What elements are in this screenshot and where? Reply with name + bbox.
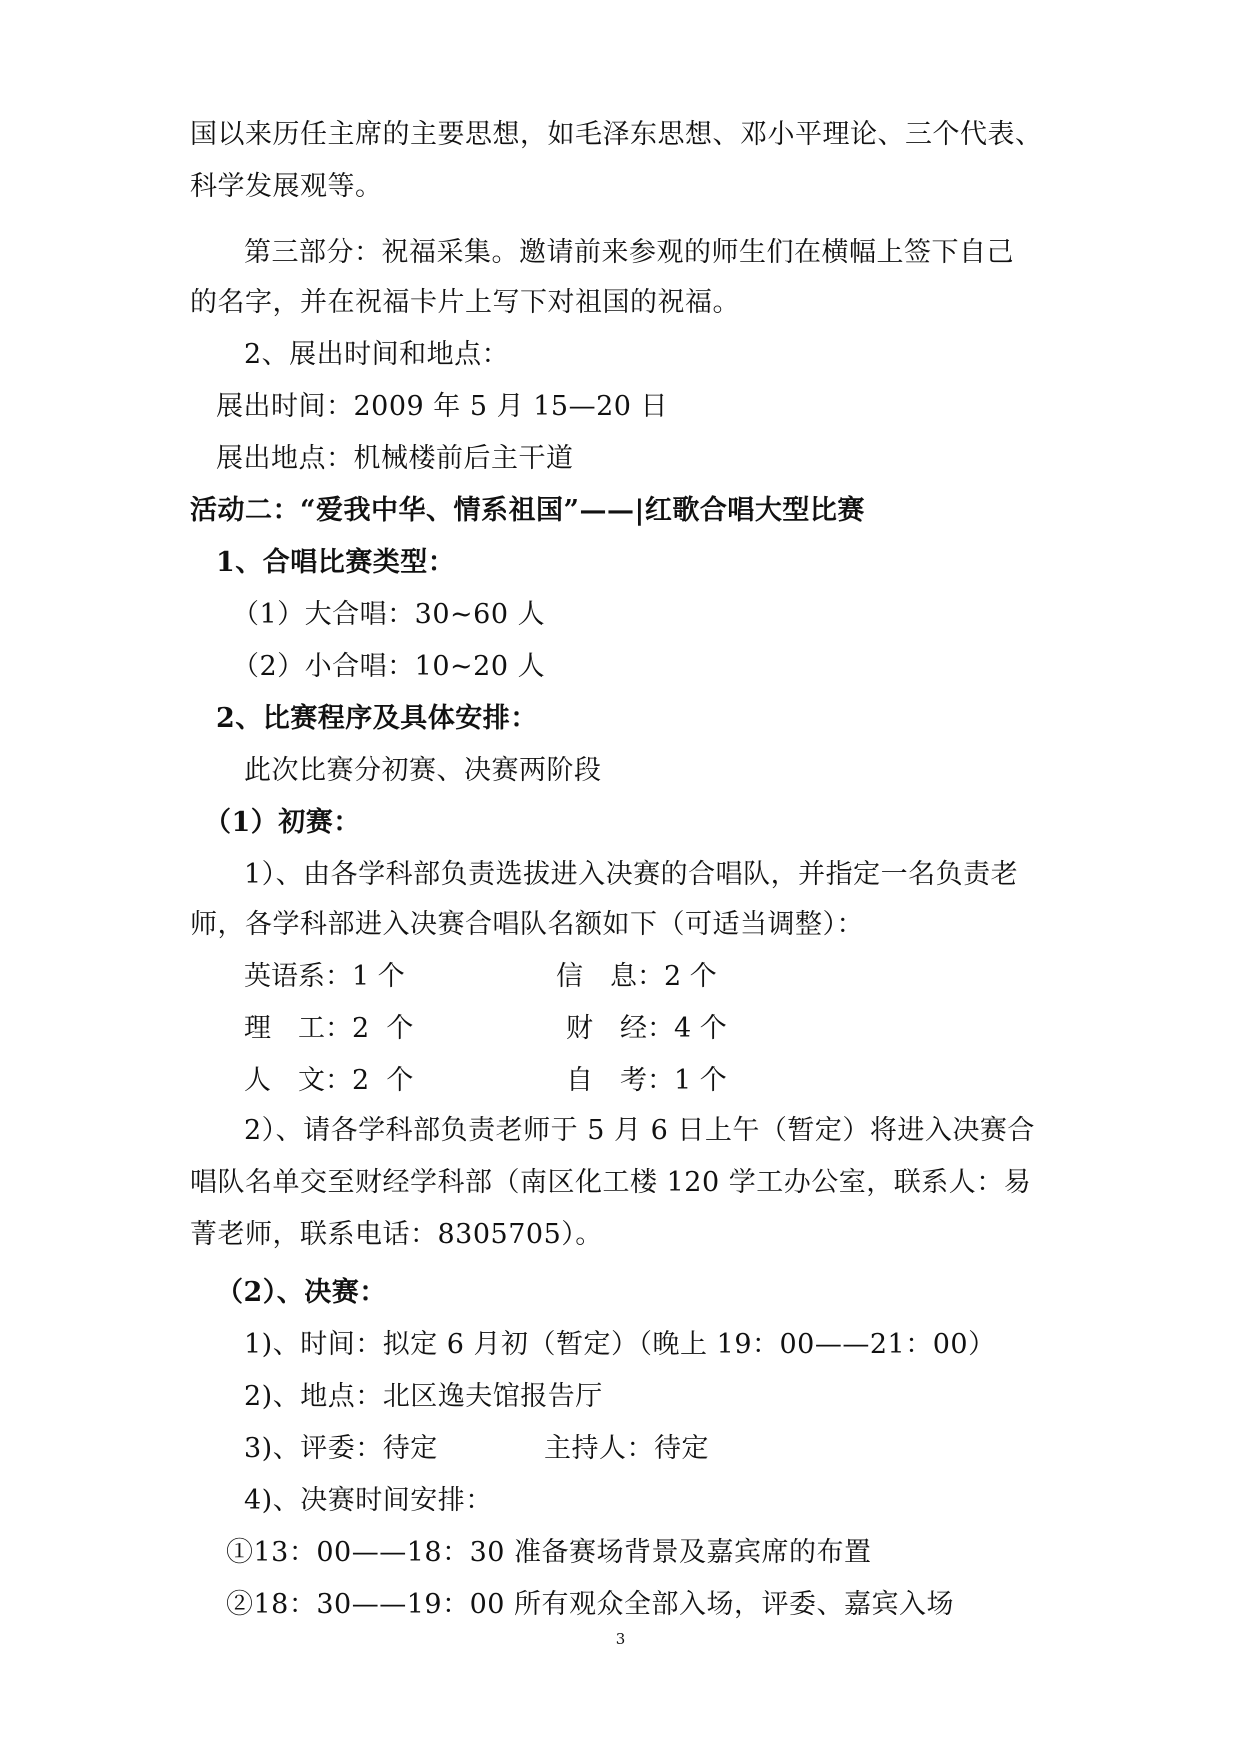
exhibit-location: 展出地点：机械楼前后主干道 [216, 443, 574, 474]
paragraph-line: 2）、请各学科部负责老师于 5 月 6 日上午（暂定）将进入决赛合 [244, 1115, 1035, 1146]
paragraph-line: 师，各学科部进入决赛合唱队名额如下（可适当调整）： [190, 909, 864, 940]
activity-heading: 活动二：“爱我中华、情系祖国”——|红歌合唱大型比赛 [190, 495, 865, 526]
quota-left: 理 工：2 个 [244, 1013, 414, 1044]
schedule-item: ②18：30——19：00 所有观众全部入场，评委、嘉宾入场 [226, 1589, 955, 1620]
paragraph-line: 科学发展观等。 [190, 171, 383, 202]
section-heading: （2）、决赛： [216, 1277, 387, 1308]
quota-left: 英语系：1 个 [244, 961, 405, 992]
quota-left: 人 文：2 个 [244, 1065, 414, 1096]
quota-right: 自 考：1 个 [566, 1065, 727, 1096]
final-judges: 3)、评委：待定 [244, 1433, 438, 1464]
final-location: 2)、地点：北区逸夫馆报告厅 [244, 1381, 603, 1412]
list-item: （1）大合唱：30~60 人 [232, 599, 546, 630]
quota-right: 财 经：4 个 [566, 1013, 727, 1044]
section-heading: （1）初赛： [204, 807, 361, 838]
final-host: 主持人：待定 [544, 1433, 709, 1464]
paragraph-line: 唱队名单交至财经学科部（南区化工楼 120 学工办公室，联系人：易 [190, 1167, 1032, 1198]
paragraph-line: 菁老师，联系电话：8305705）。 [190, 1219, 603, 1250]
final-time: 1)、时间：拟定 6 月初（暂定）（晚上 19：00——21：00） [244, 1329, 996, 1360]
section-heading: 1、合唱比赛类型： [216, 547, 456, 578]
schedule-item: ①13：00——18：30 准备赛场背景及嘉宾席的布置 [226, 1537, 872, 1568]
list-item: （2）小合唱：10~20 人 [232, 651, 546, 682]
quota-right: 信 息：2 个 [556, 961, 717, 992]
paragraph-line: 1）、由各学科部负责选拔进入决赛的合唱队，并指定一名负责老 [244, 859, 1019, 890]
paragraph-line: 此次比赛分初赛、决赛两阶段 [244, 755, 602, 786]
page-number: 3 [615, 1630, 626, 1648]
paragraph-line: 第三部分：祝福采集。邀请前来参观的师生们在横幅上签下自己 [244, 237, 1014, 268]
section-heading: 2、比赛程序及具体安排： [216, 703, 538, 734]
exhibit-time: 展出时间：2009 年 5 月 15—20 日 [216, 391, 669, 422]
paragraph-line: 的名字，并在祝福卡片上写下对祖国的祝福。 [190, 287, 740, 318]
subheading: 2、展出时间和地点： [244, 339, 510, 370]
final-schedule-heading: 4)、决赛时间安排： [244, 1485, 493, 1516]
paragraph-line: 国以来历任主席的主要思想，如毛泽东思想、邓小平理论、三个代表、 [190, 119, 1043, 150]
